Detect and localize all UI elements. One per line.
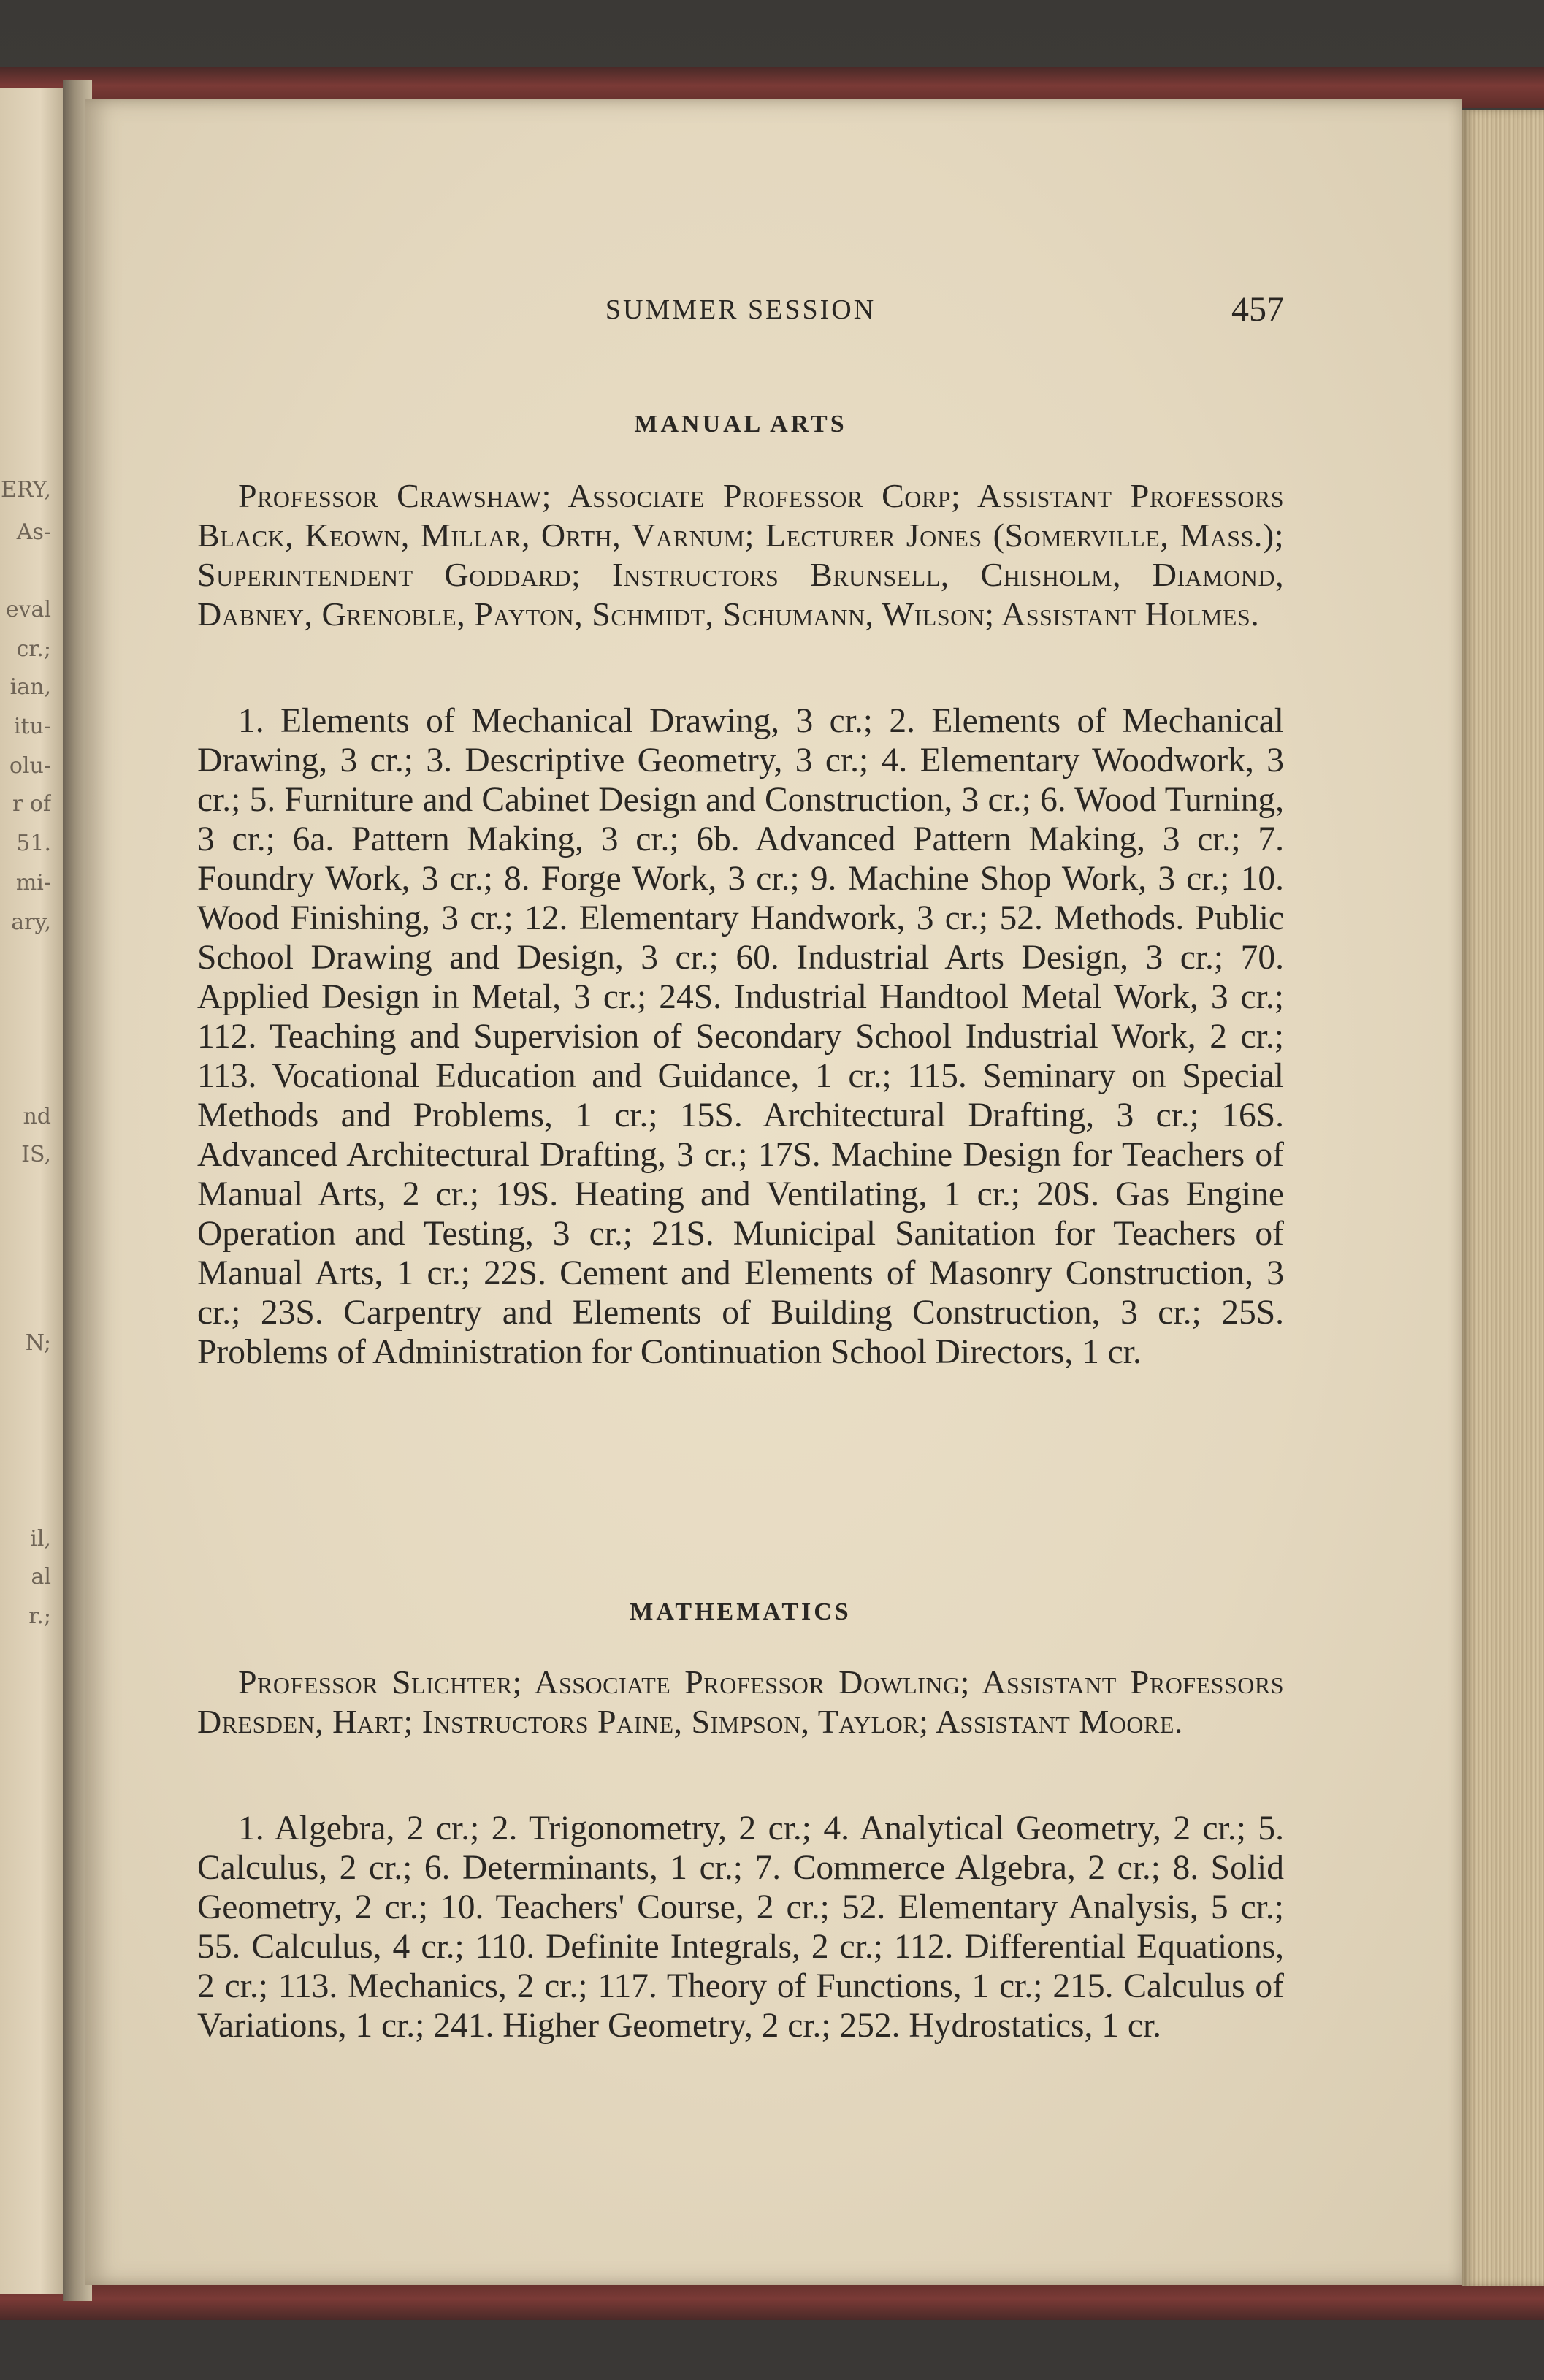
previous-page-edge (0, 88, 67, 2294)
staff-list-mathematics: Professor Slichter; Associate Professor Dowling; Assistant Professors Dresden, Hart; Instructors Paine, Simpson, Taylor; Assistant Moore. (197, 1663, 1284, 1740)
page-number: 457 (1231, 290, 1284, 329)
left-page-fragment: il, (30, 1528, 51, 1550)
left-page-fragment: N; (25, 1332, 51, 1354)
page-edges (1462, 110, 1544, 2286)
left-page-fragment: ary, (11, 912, 51, 934)
left-page-fragment: As- (16, 522, 51, 543)
left-page-fragment: itu- (13, 716, 51, 738)
course-list-manual-arts: 1. Elements of Mechanical Drawing, 3 cr.; 2. Elements of Mechanical Drawing, 3 cr.; 3. Descriptive Geometry, 3 cr.; 4. Elementary Woodwork, 3 cr.; 5. Furniture and Cabinet Design and Construction, 3 cr.; 6. Wood Turning, 3 cr.; 6a. Pattern Making, 3 cr.; 6b. Advanced Pattern Making, 3 cr.; 7. Foundry Work, 3 cr.; 8. Forge Work, 3 cr.; 9. Machine Shop Work, 3 cr.; 10. Wood Finishing, 3 cr.; 12. Elementary Handwork, 3 cr.; 52. Methods. Public School Drawing and Design, 3 cr.; 60. Industrial Arts Design, 3 cr.; 70. Applied Design in Metal, 3 cr.; 24S. Industrial Handtool Metal Work, 3 cr.; 112. Teaching and Supervision of Secondary School Industrial Work, 2 cr.; 113. Vocational Education and Guidance, 1 cr.; 115. Seminary on Special Methods and Problems, 1 cr.; 15S. Architectural Drafting, 3 cr.; 16S. Advanced Architectural Drafting, 3 cr.; 17S. Machine Design for Teachers of Manual Arts, 2 cr.; 19S. Heating and Ventilating, 1 cr.; 20S. Gas Engine Operation and Testing, 3 cr.; 21S. Municipal Sanitation for Teachers of Manual Arts, 1 cr.; 22S. Cement and Elements of Masonry Construction, 3 cr.; 23S. Carpentry and Elements of Building Construction, 3 cr.; 25S. Problems of Administration for Continuation School Directors, 1 cr. (197, 702, 1284, 1371)
left-page-fragment: r.; (28, 1606, 51, 1628)
course-list-mathematics: 1. Algebra, 2 cr.; 2. Trigonometry, 2 cr.; 4. Analytical Geometry, 2 cr.; 5. Calculus, 2 cr.; 6. Determinants, 1 cr.; 7. Commerce Algebra, 2 cr.; 8. Solid Geometry, 2 cr.; 10. Teachers' Course, 2 cr.; 52. Elementary Analysis, 5 cr.; 55. Calculus, 4 cr.; 110. Definite Integrals, 2 cr.; 112. Differential Equations, 2 cr.; 113. Mechanics, 2 cr.; 117. Theory of Functions, 1 cr.; 215. Calculus of Variations, 1 cr.; 241. Higher Geometry, 2 cr.; 252. Hydrostatics, 1 cr. (197, 1809, 1284, 2045)
left-page-fragment: nd (23, 1106, 51, 1128)
left-page-fragment: ERY, (0, 479, 51, 501)
left-page-fragment: al (31, 1566, 51, 1588)
left-page-fragment: olu- (9, 755, 51, 777)
section-heading-manual-arts: MANUAL ARTS (634, 411, 847, 438)
left-page-fragment: mi- (15, 872, 51, 894)
left-page-fragment: cr.; (16, 638, 51, 660)
staff-list-manual-arts: Professor Crawshaw; Associate Professor Corp; Assistant Professors Black, Keown, Millar, Orth, Varnum; Lecturer Jones (Somerville, Mass.); Superintendent Goddard; Instructors Brunsell, Chisholm, Diamond, Dabney, Grenoble, Payton, Schmidt, Schumann, Wilson; Assistant Holmes. (197, 477, 1284, 633)
running-head (197, 290, 1284, 330)
left-page-fragment: 51. (16, 833, 51, 855)
section-heading-mathematics: MATHEMATICS (630, 1598, 852, 1625)
left-page-fragment: eval (5, 599, 51, 621)
running-title: SUMMER SESSION (605, 294, 876, 325)
left-page-fragment: r of (12, 793, 51, 815)
left-page-fragment: ian, (9, 676, 51, 698)
left-page-fragment: IS, (21, 1144, 51, 1166)
